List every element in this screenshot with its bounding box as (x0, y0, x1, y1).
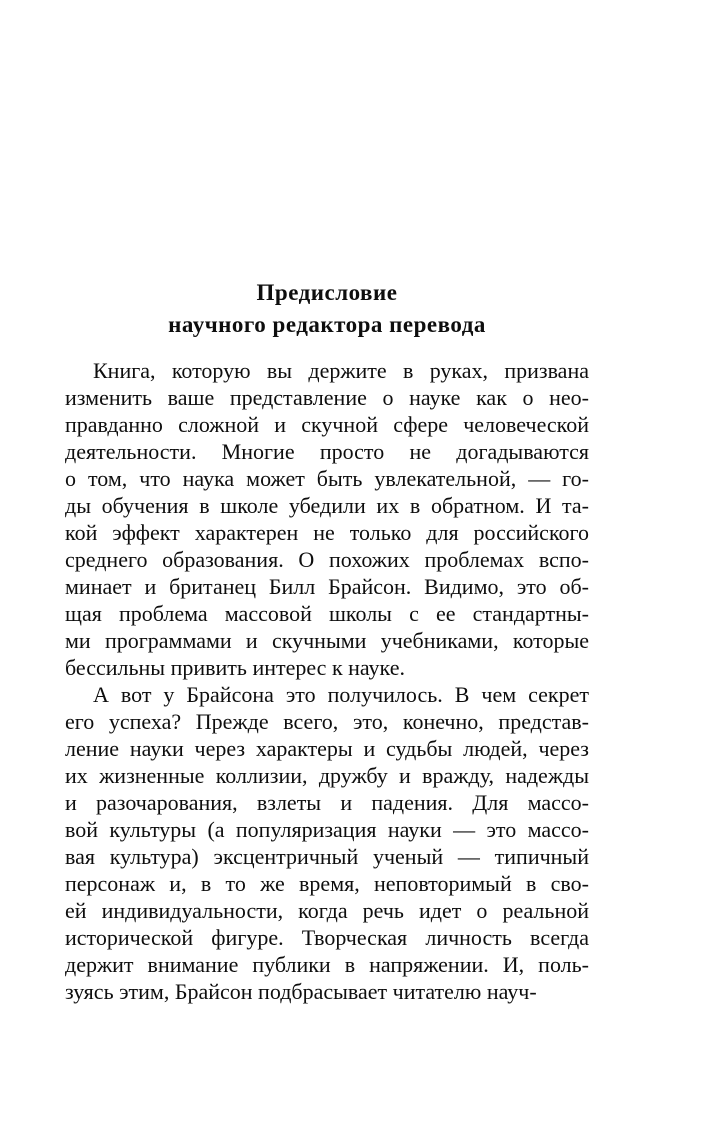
text-line: среднего образования. О похожих проблемах вспо- (65, 547, 589, 572)
text-line: его успеха? Прежде всего, это, конечно, представ- (65, 709, 589, 734)
text-line: персонаж и, в то же время, неповторимый в сво- (65, 871, 589, 896)
text-line: Книга, которую вы держите в руках, призвана (93, 358, 589, 383)
text-line: кой эффект характерен не только для российского (65, 520, 589, 545)
text-line: и разочарования, взлеты и падения. Для массо- (65, 790, 589, 815)
text-line: исторической фигуре. Творческая личность всегда (65, 925, 589, 950)
text-line: минает и британец Билл Брайсон. Видимо, это об- (65, 574, 589, 599)
text-line: правданно сложной и скучной сфере человеческой (65, 412, 589, 437)
text-line: держит внимание публики в напряжении. И, поль- (65, 952, 589, 977)
text-line: деятельности. Многие просто не догадываются (65, 439, 589, 464)
heading-line-2: научного редактора перевода (168, 312, 486, 337)
text-line: ми программами и скучными учебниками, которые (65, 628, 589, 653)
text-line: ей индивидуальности, когда речь идет о реальной (65, 898, 589, 923)
section-heading (65, 277, 589, 341)
text-line: зуясь этим, Брайсон подбрасывает читателю науч- (65, 979, 537, 1004)
text-line: вая культура) эксцентричный ученый — типичный (65, 844, 589, 869)
body-text (65, 357, 589, 1005)
heading-line-1: Предисловие (256, 280, 398, 305)
text-line: о том, что наука может быть увлекательной, — го- (65, 466, 589, 491)
text-line: вой культуры (а популяризация науки — это массо- (65, 817, 589, 842)
text-line: бессильны привить интерес к науке. (65, 655, 405, 680)
text-line: ды обучения в школе убедили их в обратном. И та- (65, 493, 589, 518)
text-line: А вот у Брайсона это получилось. В чем секрет (93, 682, 589, 707)
text-line: щая проблема массовой школы с ее стандартны- (65, 601, 589, 626)
text-line: ление науки через характеры и судьбы людей, через (65, 736, 589, 761)
text-line: изменить ваше представление о науке как о нео- (65, 385, 589, 410)
text-line: их жизненные коллизии, дружбу и вражду, надежды (65, 763, 589, 788)
